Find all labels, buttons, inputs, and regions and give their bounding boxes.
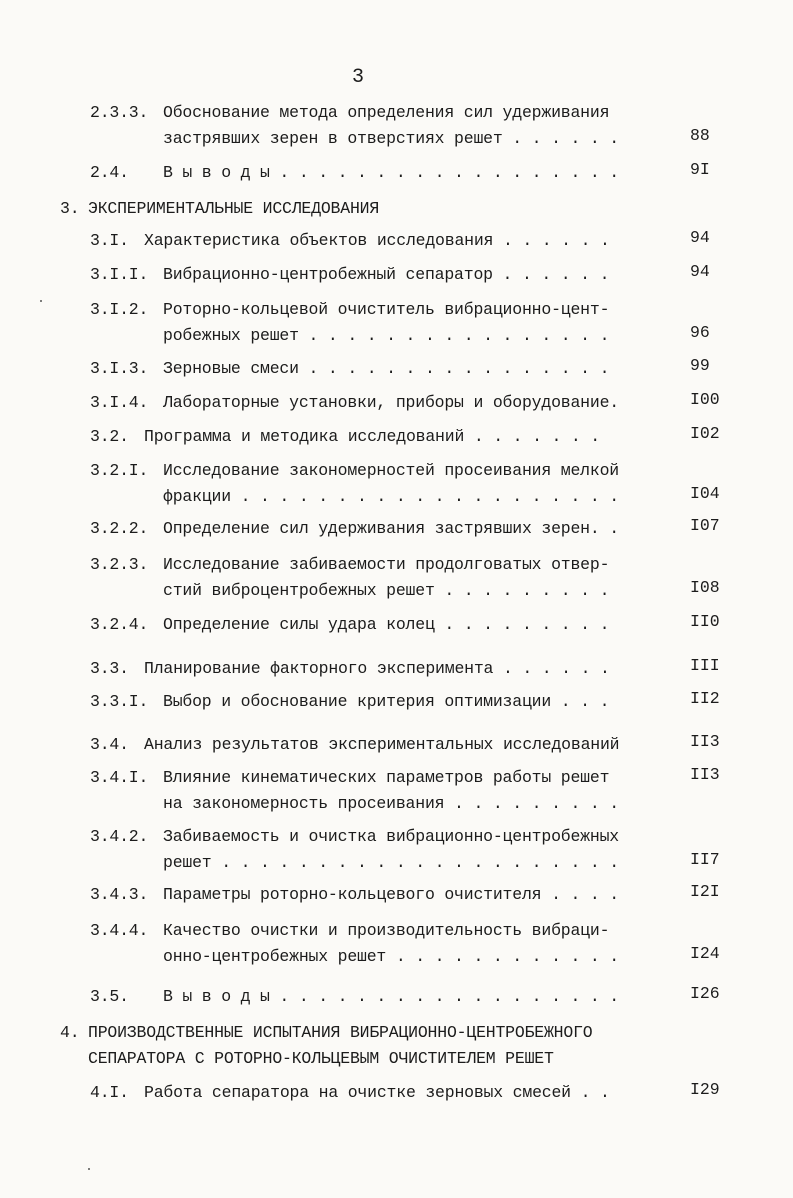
toc-entry-title (144, 1080, 610, 1106)
toc-entry-title (163, 100, 619, 152)
toc-entry-page: I26 (690, 984, 720, 1003)
toc-entry-title (163, 689, 609, 715)
toc-entry-title (163, 765, 619, 817)
toc-entry-title-line: Влияние кинематических параметров работы решет (163, 768, 610, 787)
toc-entry-title-line: Исследование забиваемости продолговатых отвер- (163, 555, 610, 574)
toc-entry-number: 3.I. (90, 231, 129, 250)
toc-entry-title-line: Роторно-кольцевой очиститель вибрационно-цент- (163, 300, 610, 319)
toc-entry-page: 94 (690, 228, 710, 247)
toc-entry-number: 2.4. (90, 163, 129, 182)
toc-entry-title (163, 390, 619, 416)
toc-entry-title-line: Программа и методика исследований . . . . . . . (144, 427, 600, 446)
toc-entry-number: 3.4.I. (90, 768, 149, 787)
toc-entry-title (144, 732, 619, 758)
toc-entry-title (144, 424, 600, 450)
toc-entry-page: 94 (690, 262, 710, 281)
toc-entry-number: 3.5. (90, 987, 129, 1006)
toc-entry-page: I07 (690, 516, 720, 535)
toc-entry-title-line: ЭКСПЕРИМЕНТАЛЬНЫЕ ИССЛЕДОВАНИЯ (88, 199, 380, 218)
toc-entry-title-line: Зерновые смеси . . . . . . . . . . . . . . . . (163, 359, 610, 378)
page-number: 3 (352, 66, 365, 89)
toc-entry-number: 3.I.I. (90, 265, 149, 284)
toc-entry-number: 4.I. (90, 1083, 129, 1102)
toc-entry-title (163, 356, 609, 382)
toc-entry-number: 3.3.I. (90, 692, 149, 711)
toc-entry-title-line: Планирование факторного эксперимента . . . . . . (144, 659, 610, 678)
toc-entry-title-line: решет . . . . . . . . . . . . . . . . . . . . . (163, 853, 619, 872)
toc-entry-title (144, 656, 610, 682)
toc-entry-title-line: Вибрационно-центробежный сепаратор . . . . . . (163, 265, 610, 284)
toc-entry-title-line: В ы в о д ы . . . . . . . . . . . . . . . . . . (163, 163, 619, 182)
toc-entry-title-line: Исследование закономерностей просеивания мелкой (163, 461, 619, 480)
toc-entry-page: I29 (690, 1080, 720, 1099)
toc-entry-title-line: СЕПАРАТОРА С РОТОРНО-КОЛЬЦЕВЫМ ОЧИСТИТЕЛЕМ РЕШЕТ (88, 1049, 554, 1068)
toc-entry-number: 3.I.3. (90, 359, 149, 378)
toc-entry-title (163, 918, 619, 970)
toc-entry-page: 96 (690, 323, 710, 342)
toc-entry-title-line: Обоснование метода определения сил удерживания (163, 103, 610, 122)
toc-entry-number: 3.I.2. (90, 300, 149, 319)
toc-entry-page: I2I (690, 882, 720, 901)
toc-entry-number: 3.4.3. (90, 885, 149, 904)
toc-entry-title-line: Анализ результатов экспериментальных исследований (144, 735, 620, 754)
toc-entry-title (88, 196, 379, 222)
toc-entry-title-line: Лабораторные установки, приборы и оборудование. (163, 393, 619, 412)
toc-entry-page: II3 (690, 765, 720, 784)
toc-entry-number: 3.4.2. (90, 827, 149, 846)
scan-speck (40, 300, 42, 302)
toc-entry-title (163, 516, 619, 542)
toc-entry-title-line: онно-центробежных решет . . . . . . . . . . . . (163, 947, 619, 966)
toc-entry-title-line: Определение силы удара колец . . . . . . . . . (163, 615, 610, 634)
toc-entry-title (163, 262, 609, 288)
toc-entry-number: 3.I.4. (90, 393, 149, 412)
toc-entry-page: I00 (690, 390, 720, 409)
toc-entry-title (163, 297, 609, 349)
toc-entry-number: 3.4.4. (90, 921, 149, 940)
toc-entry-page: I24 (690, 944, 720, 963)
toc-entry-page: 88 (690, 126, 710, 145)
toc-entry-title-line: застрявших зерен в отверстиях решет . . . . . . (163, 129, 619, 148)
toc-entry-title (88, 1020, 592, 1072)
toc-entry-number: 3.4. (90, 735, 129, 754)
toc-entry-title-line: В ы в о д ы . . . . . . . . . . . . . . . . . . (163, 987, 619, 1006)
toc-entry-title-line: робежных решет . . . . . . . . . . . . . . . . (163, 326, 610, 345)
toc-entry-page: I02 (690, 424, 720, 443)
toc-entry-number: 3.3. (90, 659, 129, 678)
toc-entry-page: I04 (690, 484, 720, 503)
toc-entry-title (163, 824, 619, 876)
toc-entry-page: 99 (690, 356, 710, 375)
toc-entry-title (144, 228, 610, 254)
toc-entry-title (163, 160, 619, 186)
toc-entry-page: 9I (690, 160, 710, 179)
toc-entry-title-line: Характеристика объектов исследования . . . . . . (144, 231, 610, 250)
toc-entry-title-line: Забиваемость и очистка вибрационно-центробежных (163, 827, 619, 846)
toc-entry-page: III (690, 656, 720, 675)
toc-entry-number: 3. (60, 199, 80, 218)
toc-entry-page: II2 (690, 689, 720, 708)
toc-entry-page: II7 (690, 850, 720, 869)
toc-entry-title (163, 882, 619, 908)
toc-entry-title-line: стий виброцентробежных решет . . . . . . . . . (163, 581, 610, 600)
toc-entry-title (163, 552, 609, 604)
toc-entry-title-line: Выбор и обоснование критерия оптимизации . . . (163, 692, 610, 711)
toc-entry-number: 3.2.3. (90, 555, 149, 574)
toc-entry-page: II3 (690, 732, 720, 751)
toc-entry-number: 3.2.2. (90, 519, 149, 538)
scan-speck (88, 1168, 90, 1170)
toc-entry-title (163, 612, 609, 638)
toc-entry-title-line: ПРОИЗВОДСТВЕННЫЕ ИСПЫТАНИЯ ВИБРАЦИОННО-ЦЕНТРОБЕЖНОГО (88, 1023, 593, 1042)
toc-entry-title-line: Работа сепаратора на очистке зерновых смесей . . (144, 1083, 610, 1102)
toc-entry-number: 3.2. (90, 427, 129, 446)
toc-entry-title-line: фракции . . . . . . . . . . . . . . . . . . . . (163, 487, 619, 506)
toc-entry-title-line: Параметры роторно-кольцевого очистителя . . . . (163, 885, 619, 904)
toc-entry-number: 2.3.3. (90, 103, 149, 122)
toc-entry-number: 3.2.4. (90, 615, 149, 634)
toc-entry-number: 3.2.I. (90, 461, 149, 480)
toc-entry-title-line: Определение сил удерживания застрявших зерен. . (163, 519, 619, 538)
toc-entry-title (163, 984, 619, 1010)
toc-entry-number: 4. (60, 1023, 80, 1042)
toc-entry-page: II0 (690, 612, 720, 631)
toc-entry-page: I08 (690, 578, 720, 597)
toc-entry-title (163, 458, 619, 510)
toc-entry-title-line: на закономерность просеивания . . . . . . . . . (163, 794, 619, 813)
toc-entry-title-line: Качество очистки и производительность вибраци- (163, 921, 610, 940)
